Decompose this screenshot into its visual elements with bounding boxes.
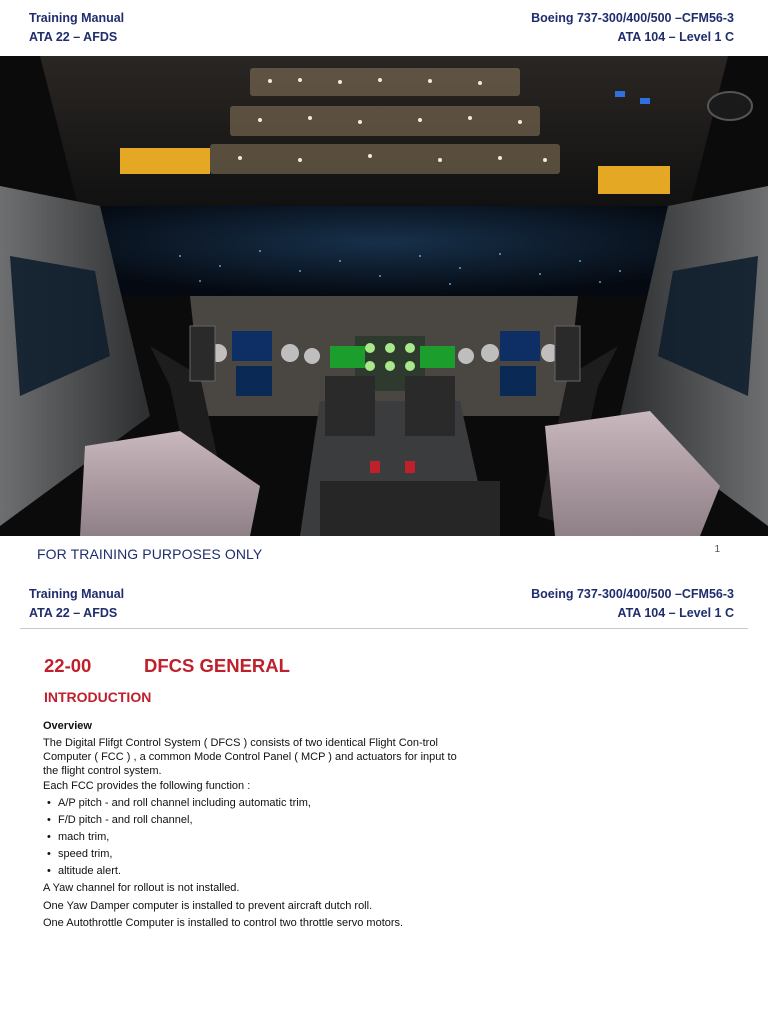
header-ata-chapter: ATA 22 – AFDS (29, 30, 118, 44)
section-title: DFCS GENERAL (144, 655, 290, 676)
section-number: 22-00 (44, 655, 92, 676)
page-number: 1 (714, 544, 720, 555)
header-aircraft-model: Boeing 737-300/400/500 –CFM56-3 (531, 11, 734, 25)
header-training-manual: Training Manual (29, 587, 125, 601)
fcc-functions-list (43, 795, 463, 880)
overview-body (43, 719, 463, 933)
page-header-2 (29, 585, 734, 623)
autothrottle-note: One Autothrottle Computer is installed to control two throttle servo motors. (43, 917, 404, 929)
overview-paragraph: The Digital Flifgt Control System ( DFCS ) consists of two identical Flight Con-trol Computer ( FCC ) , a common Mode Control Panel ( MCP ) and actuators for input to the flight control system. (43, 737, 457, 777)
cockpit-photo (0, 56, 768, 536)
header-ata-level: ATA 104 – Level 1 C (617, 30, 734, 44)
list-item: • altitude alert. (47, 863, 463, 880)
section-heading (44, 655, 290, 677)
section-subtitle: INTRODUCTION (44, 689, 152, 705)
header-training-manual: Training Manual (29, 11, 125, 25)
list-item: • F/D pitch - and roll channel, (47, 812, 463, 829)
yaw-damper-note: One Yaw Damper computer is installed to prevent aircraft dutch roll. (43, 899, 373, 912)
header-divider (20, 628, 748, 629)
header-aircraft-model: Boeing 737-300/400/500 –CFM56-3 (531, 587, 734, 601)
list-item: • speed trim, (47, 846, 463, 863)
training-purposes-notice: FOR TRAINING PURPOSES ONLY (37, 546, 263, 562)
header-ata-chapter: ATA 22 – AFDS (29, 606, 118, 620)
list-item: • A/P pitch - and roll channel including automatic trim, (47, 795, 463, 812)
header-ata-level: ATA 104 – Level 1 C (617, 606, 734, 620)
overview-heading: Overview (43, 720, 92, 732)
yaw-channel-note: A Yaw channel for rollout is not installed. (43, 882, 240, 894)
fcc-functions-intro: Each FCC provides the following function : (43, 780, 251, 792)
list-item: • mach trim, (47, 829, 463, 846)
page-header (29, 9, 734, 47)
